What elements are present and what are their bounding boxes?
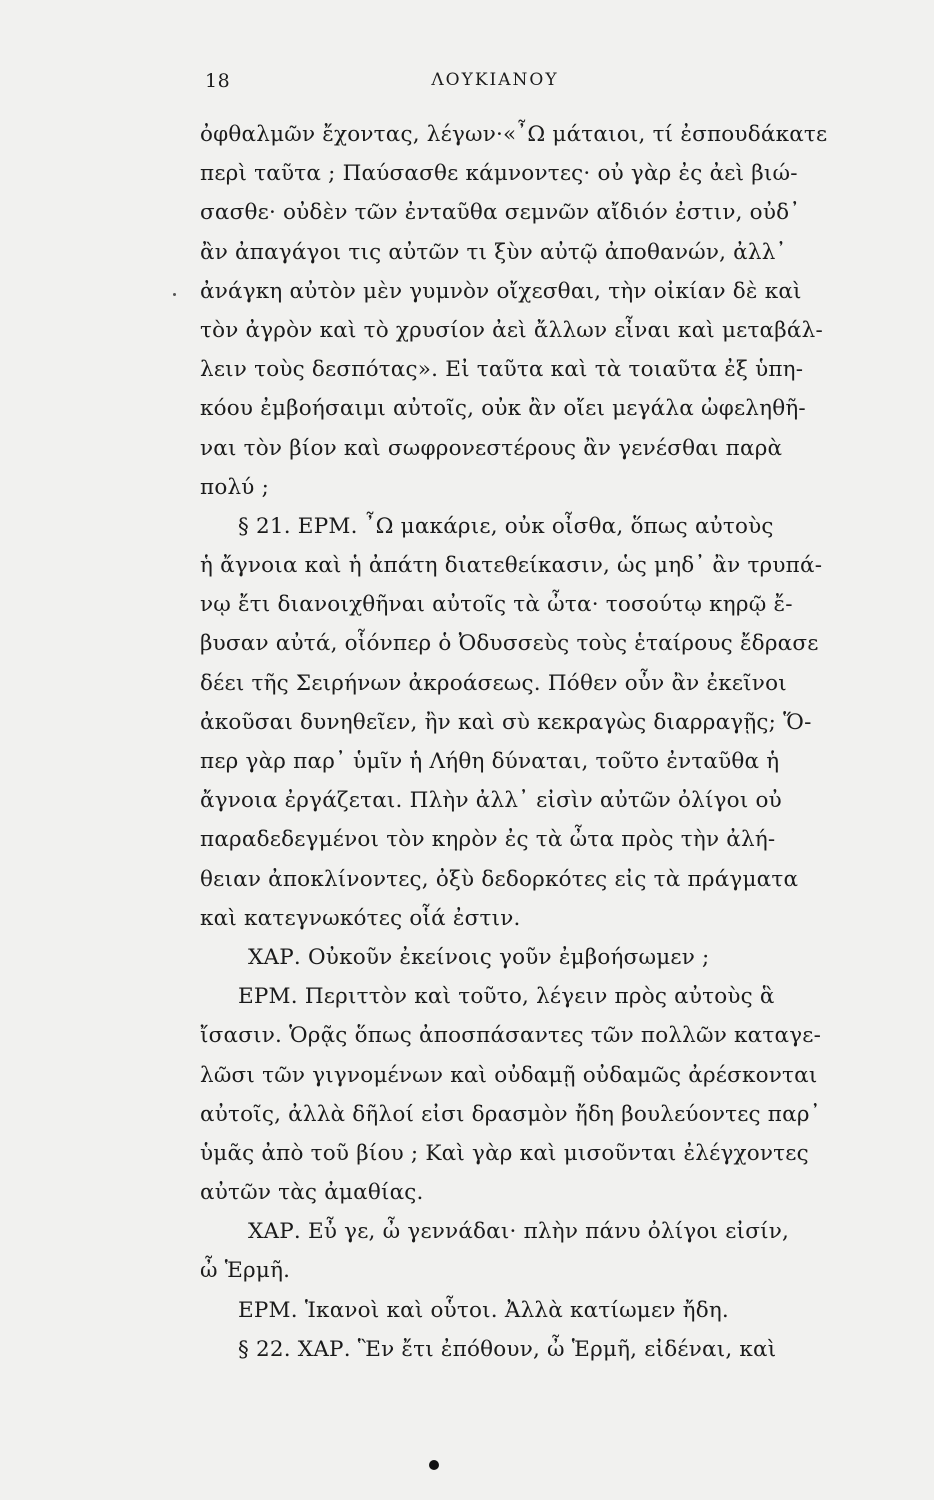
text-line: ἄγνοια ἐργάζεται. Πλὴν ἀλλ᾿ εἰσὶν αὐτῶν ὀλίγοι οὐ [200, 788, 782, 814]
text-line: ναι τὸν βίον καὶ σωφρονεστέρους ἂν γενέσθαι παρὰ [200, 435, 783, 461]
text-line: ἀνάγκη αὐτὸν μὲν γυμνὸν οἴχεσθαι, τὴν οἰκίαν δὲ καὶ [200, 278, 802, 304]
text-line: λειν τοὺς δεσπότας». Εἰ ταῦτα καὶ τὰ τοιαῦτα ἐξ ὑπη- [200, 357, 804, 383]
text-line: κόου ἐμβοήσαιμι αὐτοῖς, οὐκ ἂν οἴει μεγάλα ὠφεληθῆ- [200, 396, 806, 422]
body-text [200, 115, 828, 1369]
text-line: θειαν ἀποκλίνοντες, ὀξὺ δεδορκότες εἰς τὰ πράγματα [200, 866, 799, 892]
margin-mark [173, 293, 176, 296]
running-head: ΛΟΥΚΙΑΝΟΥ [431, 70, 559, 90]
text-line: αὐτοῖς, ἀλλὰ δῆλοί εἰσι δρασμὸν ἤδη βουλεύοντες παρ᾿ [200, 1101, 821, 1127]
section-heading-line: § 22. ΧΑΡ. Ἓν ἔτι ἐπόθουν, ὦ Ἑρμῆ, εἰδέναι, καὶ [238, 1336, 777, 1362]
text-line: βυσαν αὐτά, οἷόνπερ ὁ Ὀδυσσεὺς τοὺς ἑταίρους ἔδρασε [200, 631, 819, 657]
page-number: 18 [205, 70, 231, 92]
section-heading-line: § 21. ΕΡΜ. ῏Ω μακάριε, οὐκ οἶσθα, ὅπως αὐτοὺς [238, 513, 774, 539]
speaker-line: ΧΑΡ. Οὐκοῦν ἐκείνοις γοῦν ἐμβοήσωμεν ; [248, 944, 710, 970]
text-line: ὀφθαλμῶν ἔχοντας, λέγων·«῏Ω μάταιοι, τί ἐσπουδάκατε [200, 122, 828, 147]
text-line: ἂν ἀπαγάγοι τις αὐτῶν τι ξὺν αὐτῷ ἀποθανών, ἀλλ᾿ [200, 239, 787, 265]
text-line: περὶ ταῦτα ; Παύσασθε κάμνοντες· οὐ γὰρ ἐς ἀεὶ βιώ- [200, 161, 798, 187]
text-line: λῶσι τῶν γιγνομένων καὶ οὐδαμῇ οὐδαμῶς ἀρέσκονται [200, 1062, 818, 1088]
text-line: ἀκοῦσαι δυνηθεῖεν, ἢν καὶ σὺ κεκραγὼς διαρραγῇς; Ὅ- [200, 709, 812, 735]
speaker-line: ΕΡΜ. Περιττὸν καὶ τοῦτο, λέγειν πρὸς αὐτοὺς ἃ [238, 984, 775, 1010]
page-header [205, 70, 745, 100]
text-line: περ γὰρ παρ᾿ ὑμῖν ἡ Λήθη δύναται, τοῦτο ἐνταῦθα ἡ [200, 749, 780, 774]
text-line: ὦ Ἑρμῆ. [200, 1258, 291, 1284]
text-line: σασθε· οὐδὲν τῶν ἐνταῦθα σεμνῶν αἴδιόν ἐστιν, οὐδ᾿ [200, 200, 801, 226]
footer-mark [429, 1460, 439, 1470]
text-line: καὶ κατεγνωκότες οἷά ἐστιν. [200, 905, 521, 931]
text-line: παραδεδεγμένοι τὸν κηρὸν ἐς τὰ ὦτα πρὸς τὴν ἀλή- [200, 827, 776, 853]
text-line: ἴσασιν. Ὁρᾷς ὅπως ἀποσπάσαντες τῶν πολλῶν καταγε- [200, 1023, 822, 1049]
text-line: αὐτῶν τὰς ἀμαθίας. [200, 1180, 424, 1206]
text-line: ἡ ἄγνοια καὶ ἡ ἀπάτη διατεθείκασιν, ὡς μηδ᾿ ἂν τρυπά- [200, 553, 823, 579]
text-line: τὸν ἀγρὸν καὶ τὸ χρυσίον ἀεὶ ἄλλων εἶναι καὶ μεταβάλ- [200, 317, 823, 343]
text-line: δέει τῆς Σειρήνων ἀκροάσεως. Πόθεν οὖν ἂν ἐκεῖνοι [200, 670, 787, 696]
text-line: ὑμᾶς ἀπὸ τοῦ βίου ; Καὶ γὰρ καὶ μισοῦνται ἐλέγχοντες [200, 1140, 809, 1166]
speaker-line: ΕΡΜ. Ἱκανοὶ καὶ οὗτοι. Ἀλλὰ κατίωμεν ἤδη. [238, 1297, 729, 1323]
text-line: πολύ ; [200, 474, 270, 500]
text-line: νῳ ἔτι διανοιχθῆναι αὐτοῖς τὰ ὦτα· τοσούτῳ κηρῷ ἔ- [200, 592, 793, 618]
speaker-line: ΧΑΡ. Εὖ γε, ὦ γεννάδαι· πλὴν πάνυ ὀλίγοι εἰσίν, [248, 1219, 789, 1245]
